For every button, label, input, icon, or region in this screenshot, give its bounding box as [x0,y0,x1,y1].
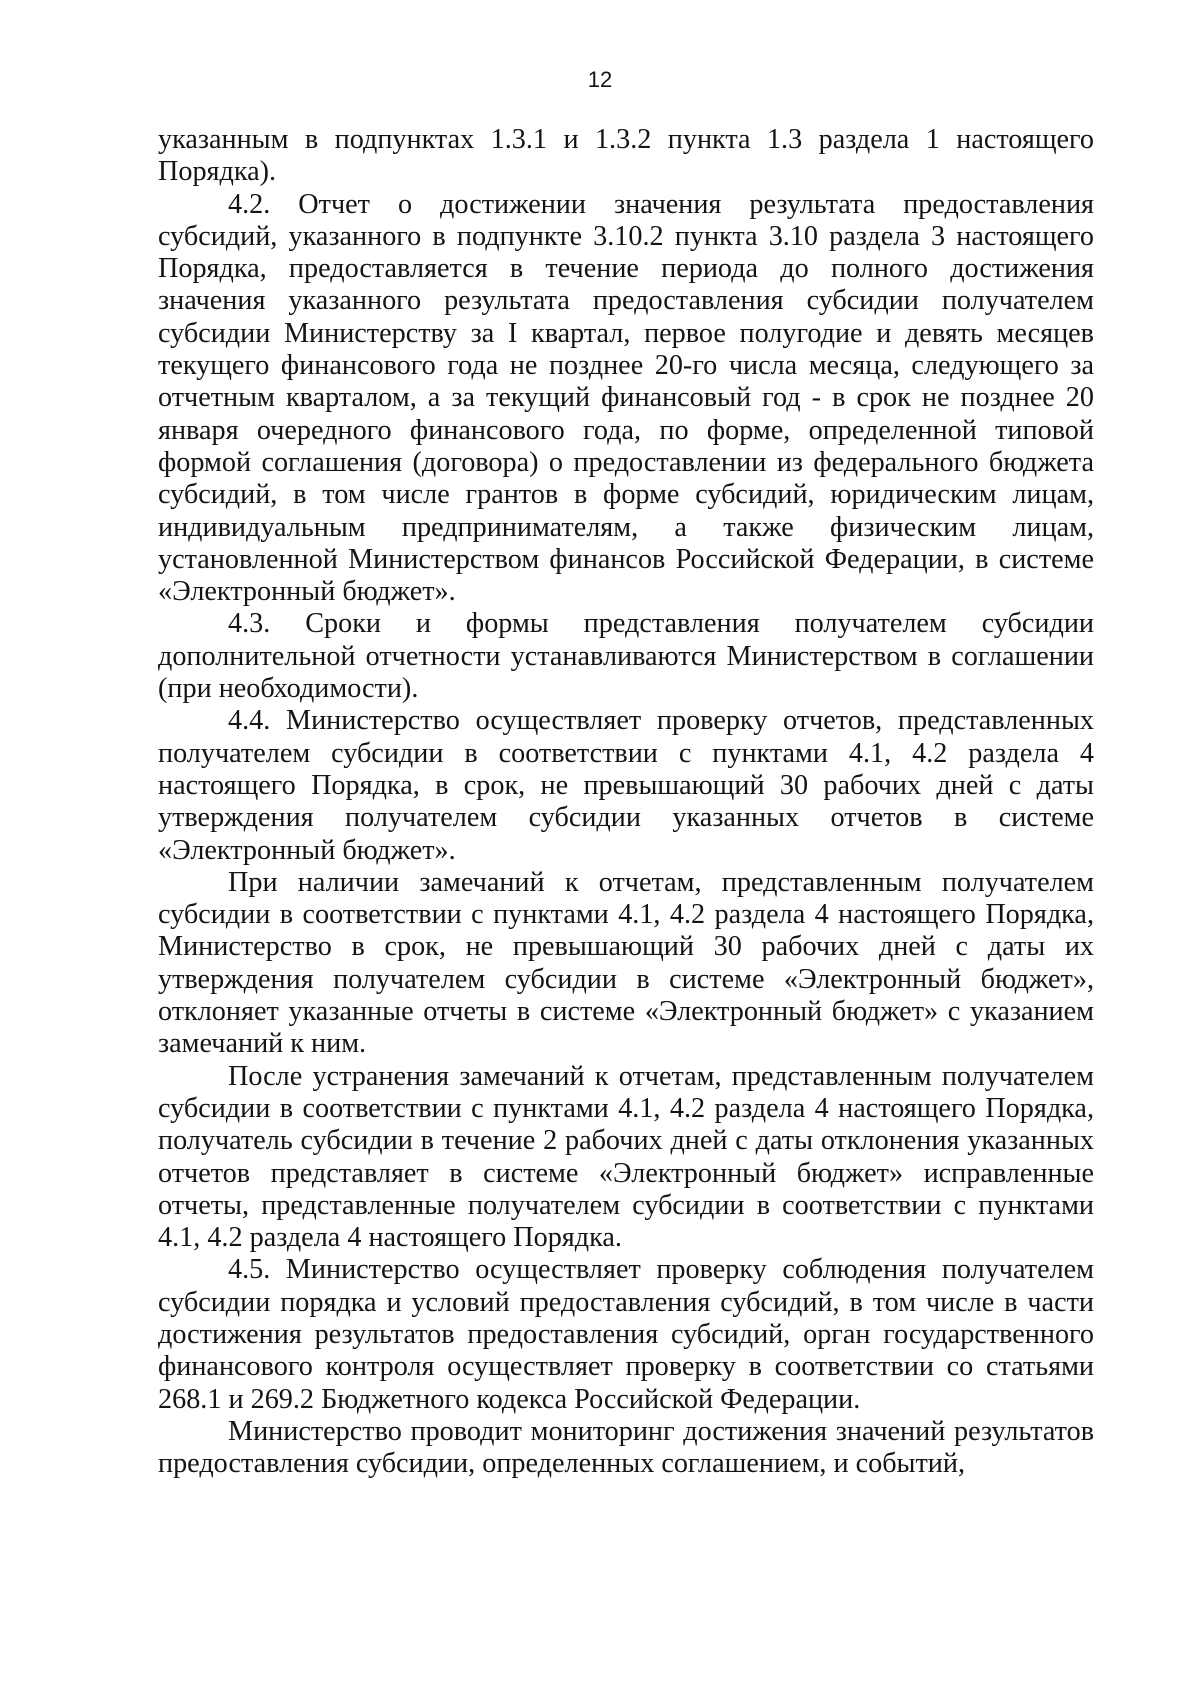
paragraph-4-3: 4.3. Сроки и формы представления получателем субсидии дополнительной отчетности устанавливаются Министерством в соглашении (при необходимости). [158,608,1094,705]
paragraph-4-2: 4.2. Отчет о достижении значения результата предоставления субсидий, указанного в подпункте 3.10.2 пункта 3.10 раздела 3 настоящего Порядка, предоставляется в течение периода до полного достижения значения указанного результата предоставления субсидии получателем субсидии Министерству за I квартал, первое полугодие и девять месяцев текущего финансового года не позднее 20-го числа месяца, следующего за отчетным кварталом, а за текущий финансовый год - в срок не позднее 20 января очередного финансового года, по форме, определенной типовой формой соглашения (договора) о предоставлении из федерального бюджета субсидий, в том числе грантов в форме субсидий, юридическим лицам, индивидуальным предпринимателям, а также физическим лицам, установленной Министерством финансов Российской Федерации, в системе «Электронный бюджет». [158,188,1094,608]
page-number: 12 [587,67,613,92]
paragraph-continuation: указанным в подпунктах 1.3.1 и 1.3.2 пункта 1.3 раздела 1 настоящего Порядка). [158,124,1094,188]
paragraph-after-remarks: После устранения замечаний к отчетам, представленным получателем субсидии в соответствии с пунктами 4.1, 4.2 раздела 4 настоящего Порядка, получатель субсидии в течение 2 рабочих дней с даты отклонения указанных отчетов представляет в системе «Электронный бюджет» исправленные отчеты, представленные получателем субсидии в соответствии с пунктами 4.1, 4.2 раздела 4 настоящего Порядка. [158,1060,1094,1254]
paragraph-monitoring: Министерство проводит мониторинг достижения значений результатов предоставления субсидии, определенных соглашением, и событий, [158,1415,1094,1480]
document-body [158,124,1094,1480]
paragraph-remarks: При наличии замечаний к отчетам, представленным получателем субсидии в соответствии с пунктами 4.1, 4.2 раздела 4 настоящего Порядка, Министерство в срок, не превышающий 30 рабочих дней с даты их утверждения получателем субсидии в системе «Электронный бюджет», отклоняет указанные отчеты в системе «Электронный бюджет» с указанием замечаний к ним. [158,866,1094,1060]
paragraph-4-4: 4.4. Министерство осуществляет проверку отчетов, представленных получателем субсидии в соответствии с пунктами 4.1, 4.2 раздела 4 настоящего Порядка, в срок, не превышающий 30 рабочих дней с даты утверждения получателем субсидии указанных отчетов в системе «Электронный бюджет». [158,705,1094,866]
paragraph-4-5: 4.5. Министерство осуществляет проверку соблюдения получателем субсидии порядка и условий предоставления субсидий, в том числе в части достижения результатов предоставления субсидий, орган государственного финансового контроля осуществляет проверку в соответствии со статьями 268.1 и 269.2 Бюджетного кодекса Российской Федерации. [158,1254,1094,1415]
